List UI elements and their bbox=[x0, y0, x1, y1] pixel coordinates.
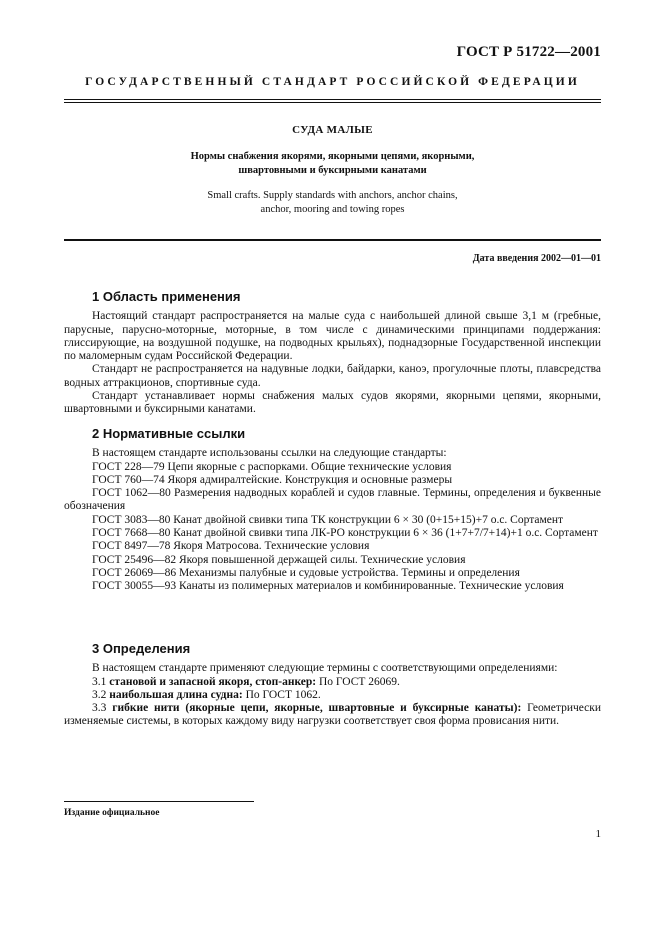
official-edition-label: Издание официальное bbox=[64, 808, 160, 818]
section-normative-references bbox=[64, 427, 601, 594]
reference-item: ГОСТ 30055—93 Канаты из полимерных материалов и комбинированные. Технические условия bbox=[92, 580, 564, 593]
definition-text: По ГОСТ 1062. bbox=[245, 688, 321, 701]
reference-item: ГОСТ 25496—82 Якоря повышенной держащей силы. Технические условия bbox=[92, 553, 466, 566]
definition-text: Геометрически изменяемые системы, в которых каждому виду нагрузки соответствует своя форма провисания нити. bbox=[64, 702, 602, 728]
definition-number: 3.2 bbox=[92, 688, 107, 701]
section-heading-scope: 1 Область применения bbox=[92, 289, 241, 304]
scope-paragraph: Настоящий стандарт распространяется на малые суда с наибольшей длиной свыше 3,1 м (гребные, парусные, парусно-моторные, моторные, в том числе с динамическими принципами поддержания: глиссирующие, на воздушной подушке, на подводных крыльях), поднадзорные Государственной инспекции по маломерным судам Российской Федерации. bbox=[64, 310, 601, 363]
scope-paragraph: Стандарт не распространяется на надувные лодки, байдарки, каноэ, прогулочные плоты, плавсредства водных аттракционов, спортивные суда. bbox=[64, 363, 601, 389]
references-intro: В настоящем стандарте использованы ссылки на следующие стандарты: bbox=[92, 447, 447, 460]
page-number: 1 bbox=[595, 828, 601, 840]
section-scope bbox=[64, 290, 601, 417]
reference-item: ГОСТ 8497—78 Якоря Матросова. Технические условия bbox=[92, 540, 370, 553]
reference-item: ГОСТ 7668—80 Канат двойной свивки типа ЛК-РО конструкции 6 × 36 (1+7+7/7+14)+1 о.с. Сортамент bbox=[92, 527, 598, 540]
title-separator-rule bbox=[64, 239, 601, 241]
header-rule-bottom bbox=[64, 102, 601, 103]
definition-text: По ГОСТ 26069. bbox=[319, 675, 400, 688]
subtitle-line-1: Нормы снабжения якорями, якорными цепями, якорными, bbox=[190, 151, 475, 162]
header-rule-top bbox=[64, 99, 601, 100]
definition-term: становой и запасной якоря, стоп-анкер: bbox=[109, 675, 317, 688]
section-definitions bbox=[64, 642, 601, 729]
section-heading-references: 2 Нормативные ссылки bbox=[92, 426, 246, 441]
state-standard-title: ГОСУДАРСТВЕННЫЙ СТАНДАРТ РОССИЙСКОЙ ФЕДЕРАЦИИ bbox=[85, 76, 580, 88]
english-title-line-1: Small crafts. Supply standards with anchors, anchor chains, bbox=[207, 190, 458, 201]
scope-paragraph: Стандарт устанавливает нормы снабжения малых судов якорями, якорными цепями, якорными, швартовными и буксирными канатами. bbox=[64, 390, 601, 416]
standard-number: ГОСТ Р 51722—2001 bbox=[456, 44, 601, 60]
definition-term: наибольшая длина судна: bbox=[109, 688, 243, 701]
definition-number: 3.3 bbox=[92, 702, 107, 715]
document-title: СУДА МАЛЫЕ bbox=[292, 124, 373, 136]
definition-term: гибкие нити (якорные цепи, якорные, швартовные и буксирные канаты): bbox=[112, 702, 522, 715]
definition-number: 3.1 bbox=[92, 675, 107, 688]
reference-item: ГОСТ 760—74 Якоря адмиралтейские. Конструкция и основные размеры bbox=[92, 473, 453, 486]
subtitle-line-2: швартовными и буксирными канатами bbox=[238, 165, 427, 176]
reference-item: ГОСТ 228—79 Цепи якорные с распорками. Общие технические условия bbox=[92, 460, 452, 473]
reference-item: ГОСТ 26069—86 Механизмы палубные и судовые устройства. Термины и определения bbox=[92, 566, 520, 579]
introduction-date: Дата введения 2002—01—01 bbox=[472, 253, 601, 264]
section-heading-definitions: 3 Определения bbox=[92, 641, 191, 656]
definition-item bbox=[64, 676, 601, 689]
definition-item bbox=[64, 689, 601, 702]
english-title-line-2: anchor, mooring and towing ropes bbox=[260, 204, 405, 215]
reference-item: ГОСТ 3083—80 Канат двойной свивки типа ТК конструкции 6 × 30 (0+15+15)+7 о.с. Сортамент bbox=[92, 513, 564, 526]
footer-rule bbox=[64, 801, 254, 802]
reference-item: ГОСТ 1062—80 Размерения надводных кораблей и судов главные. Термины, определения и буквенные обозначения bbox=[64, 487, 601, 513]
english-title bbox=[64, 189, 601, 217]
definition-item bbox=[64, 702, 601, 729]
document-subtitle bbox=[64, 150, 601, 178]
definitions-intro: В настоящем стандарте применяют следующие термины с соответствующими определениями: bbox=[92, 662, 558, 675]
